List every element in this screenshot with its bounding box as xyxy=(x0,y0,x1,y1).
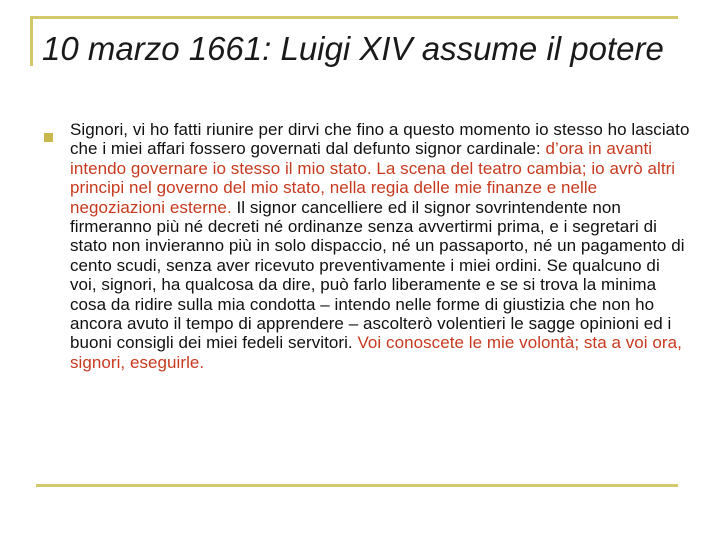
body-text-part-1: Signori, vi ho fatti riunire per dirvi che fino a questo momento io stesso ho lasciato che i miei affari fossero governati dal defunto signor cardinale: xyxy=(70,120,690,159)
slide-body-text xyxy=(70,120,690,372)
highlighted-text-2: Voi conoscete le mie volontà; sta a voi ora, signori, eseguirle. xyxy=(70,333,682,372)
body-text-part-2: Il signor cancelliere ed il signor sovrintendente non firmeranno più né decreti né ordinanze senza avvertirmi prima, e i segretari di stato non invieranno più in solo dispaccio, né un passaporto, né un pagamento di cento scudi, senza aver ricevuto preventivamente i miei ordini. Se qualcuno di voi, signori, ha qualcosa da dire, può farlo liberamente e se si trova la minima cosa da ridire sulla mia condotta – intendo nelle forme di giustizia che non ho ancora avuto il tempo di apprendere – ascolterò volentieri le sagge opinioni ed i buoni consigli dei miei fedeli servitori. xyxy=(70,197,685,353)
highlighted-text-1: d’ora in avanti intendo governare io stesso il mio stato. La scena del teatro cambia; io avrò altri principi nel governo del mio stato, nella regia delle mie finanze e nelle negoziazioni esterne. xyxy=(70,139,676,217)
top-decorative-line xyxy=(30,16,678,19)
bullet-marker xyxy=(44,133,53,142)
slide-title: 10 marzo 1661: Luigi XIV assume il potere xyxy=(42,30,664,67)
left-decorative-line xyxy=(30,16,33,66)
bottom-decorative-line xyxy=(36,484,678,487)
